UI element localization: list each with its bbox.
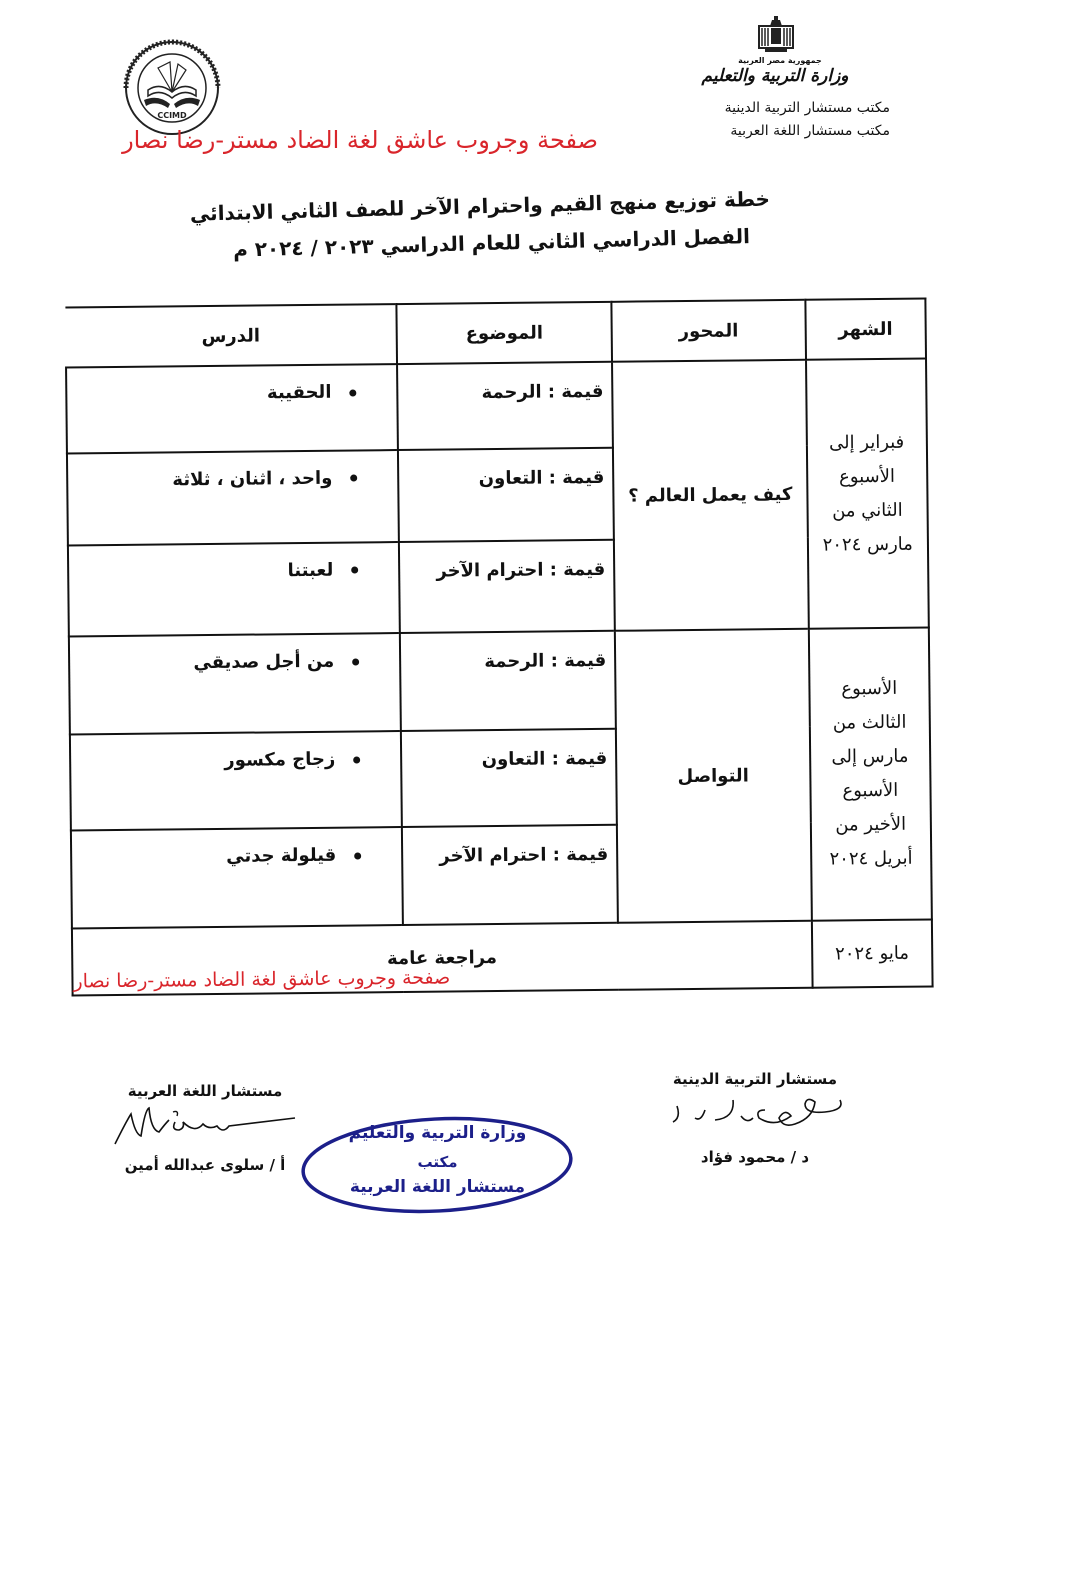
bullet-icon	[349, 389, 356, 396]
signer-role: مستشار التربية الدينية	[672, 1070, 838, 1088]
bullet-icon	[353, 756, 360, 763]
handwritten-signature-icon	[655, 1088, 855, 1138]
bullet-icon	[351, 567, 358, 574]
lesson-name: لعبتنا	[287, 559, 334, 581]
open-book-seal-icon	[122, 38, 222, 138]
axis-cell: التواصل	[615, 629, 812, 923]
topic-cell: قيمة : احترام الآخر	[402, 825, 618, 925]
lesson-cell	[70, 731, 402, 830]
ministry-line: وزارة التربية والتعليم	[701, 66, 849, 86]
month-cell: مايو ٢٠٢٤	[811, 920, 932, 988]
ministry-header	[680, 8, 900, 143]
office-religious-education: مكتب مستشار التربية الدينية	[724, 100, 890, 116]
official-stamp	[300, 1115, 575, 1215]
lesson-name: واحد ، اثنان ، ثلاثة	[172, 467, 333, 491]
country-line: جمهورية مصر العربية	[738, 56, 822, 65]
header-lesson: الدرس	[65, 304, 397, 368]
lesson-cell	[69, 633, 401, 734]
lesson-name: زجاج مكسور	[224, 749, 336, 772]
header-month: الشهر	[805, 299, 926, 361]
lesson-name: من أجل صديقي	[193, 651, 335, 674]
table-header-row	[65, 299, 926, 368]
signer-name: د / محمود فؤاد	[700, 1148, 810, 1166]
stamp-line-office: مكتب	[417, 1153, 458, 1171]
topic-cell: قيمة : التعاون	[401, 729, 617, 827]
table-row	[66, 359, 927, 453]
axis-cell: كيف يعمل العالم ؟	[612, 360, 808, 631]
bullet-icon	[350, 475, 357, 482]
egypt-eagle-icon	[755, 14, 797, 54]
month-cell: الأسبوع الثالث من مارس إلى الأسبوع الأخير من أبريل ٢٠٢٤	[808, 628, 931, 921]
review-label: مراجعة عامة	[386, 947, 498, 970]
watermark-text: صفحة وجروب عاشق لغة الضاد مستر-رضا نصار	[122, 126, 598, 154]
topic-cell: قيمة : الرحمة	[400, 631, 616, 731]
watermark-text: صفحة وجروب عاشق لغة الضاد مستر-رضا نصار	[73, 966, 451, 993]
lesson-cell	[71, 827, 403, 928]
handwritten-signature-icon	[105, 1100, 305, 1148]
stamp-line-advisor: مستشار اللغة العربية	[349, 1177, 526, 1197]
lesson-cell	[68, 542, 400, 637]
lesson-name: الحقيبة	[266, 382, 332, 404]
topic-cell: قيمة : احترام الآخر	[399, 539, 615, 633]
month-cell: فبراير إلى الأسبوع الثاني من مارس ٢٠٢٤	[806, 359, 929, 629]
signer-name: أ / سلوى عبدالله أمين	[124, 1156, 286, 1174]
table-row	[69, 628, 930, 735]
lesson-cell	[66, 365, 398, 454]
lesson-cell	[67, 450, 399, 545]
bullet-icon	[352, 658, 359, 665]
bullet-icon	[354, 852, 361, 859]
lesson-name: قيلولة جدتي	[226, 844, 337, 868]
header-axis: المحور	[612, 300, 806, 362]
review-cell	[72, 921, 812, 996]
office-arabic-language: مكتب مستشار اللغة العربية	[730, 123, 890, 139]
topic-cell: قيمة : الرحمة	[397, 362, 613, 450]
stamp-line-ministry: وزارة التربية والتعليم	[348, 1123, 527, 1143]
header-topic: الموضوع	[397, 302, 613, 365]
signature-arabic-advisor	[105, 1082, 305, 1192]
topic-cell: قيمة : التعاون	[398, 448, 614, 542]
table-row-review	[72, 920, 933, 996]
document-title: خطة توزيع منهج القيم واحترام الآخر للصف الثاني الابتدائي	[189, 186, 771, 226]
signature-religious-advisor	[640, 1070, 870, 1180]
document-subtitle: الفصل الدراسي الثاني للعام الدراسي ٢٠٢٣ / ٢٠٢٤ م	[232, 224, 751, 262]
svg-text:CCIMD: CCIMD	[157, 111, 187, 120]
curriculum-plan-table	[64, 298, 933, 997]
signer-role: مستشار اللغة العربية	[127, 1082, 283, 1100]
